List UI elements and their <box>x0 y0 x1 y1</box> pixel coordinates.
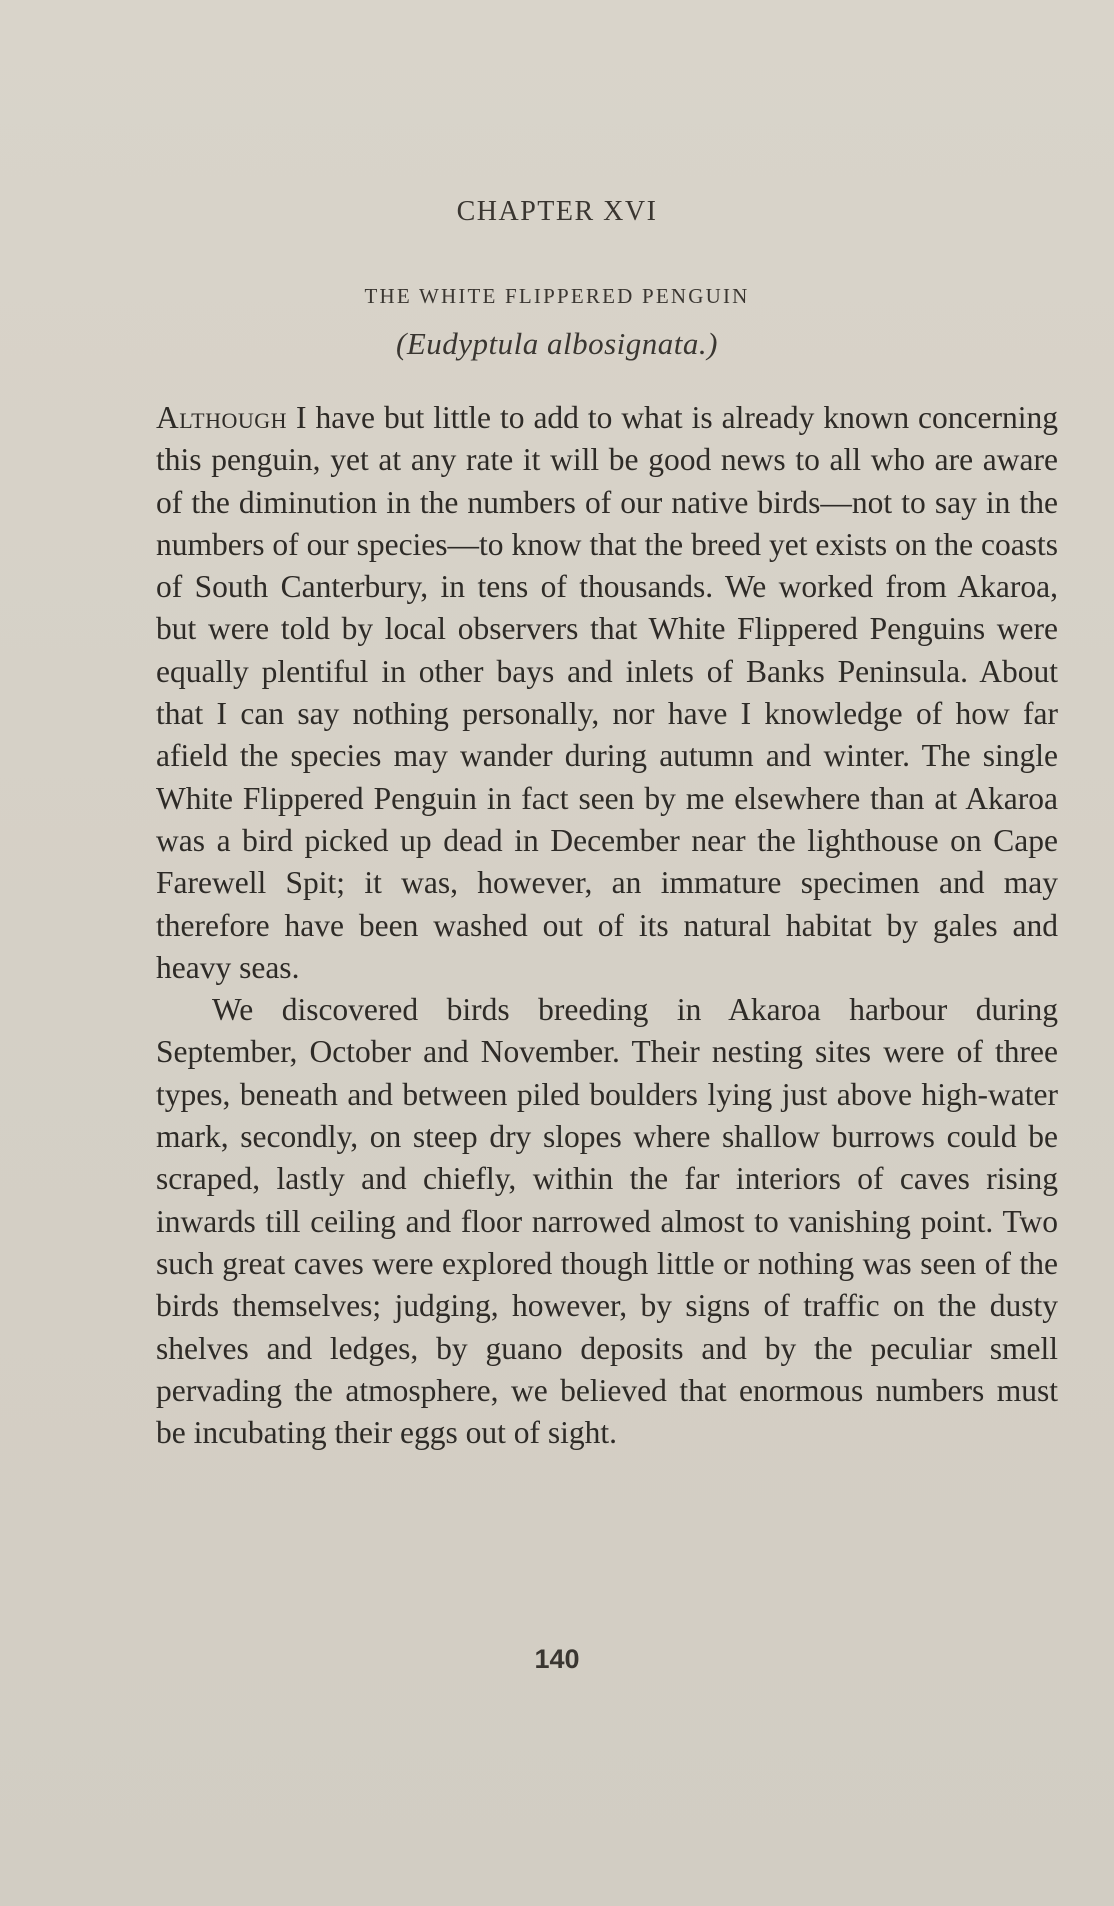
scientific-name: (Eudyptula albosignata.) <box>396 326 718 361</box>
paragraph-1-text: I have but little to add to what is already known concerning this penguin, yet at any rate it will be good news to all who are aware of the diminution in the numbers of our native birds—not to say in the numbers of our species—to know that the breed yet exists on the coasts of South Canterbury, in tens of thousands. We worked from Akaroa, but were told by local observers that White Flippered Penguins were equally plentiful in other bays and inlets of Banks Peninsula. About that I can say nothing personally, nor have I knowledge of how far afield the species may wander during autumn and winter. The single White Flippered Penguin in fact seen by me elsewhere than at Akaroa was a bird picked up dead in December near the lighthouse on Cape Farewell Spit; it was, however, an immature specimen and may therefore have been washed out of its natural habitat by gales and heavy seas. <box>156 400 1058 985</box>
body-text <box>156 397 1058 1454</box>
paragraph-2: We discovered birds breeding in Akaroa harbour during September, October and November. Their nesting sites were of three types, beneath and between piled boulders lying just above high-water mark, secondly, on steep dry slopes where shallow burrows could be scraped, lastly and chiefly, within the far interiors of caves rising inwards till ceiling and floor narrowed almost to vanishing point. Two such great caves were explored though little or nothing was seen of the birds themselves; judging, however, by signs of traffic on the dusty shelves and ledges, by guano deposits and by the peculiar smell pervading the atmosphere, we believed that enormous numbers must be incubating their eggs out of sight. <box>156 992 1058 1451</box>
paragraph-lead-word: Although <box>156 400 288 435</box>
page-number: 140 <box>534 1644 580 1674</box>
chapter-heading: CHAPTER XVI <box>456 196 658 227</box>
paragraph-1 <box>156 397 1058 989</box>
section-title: THE WHITE FLIPPERED PENGUIN <box>364 284 750 308</box>
